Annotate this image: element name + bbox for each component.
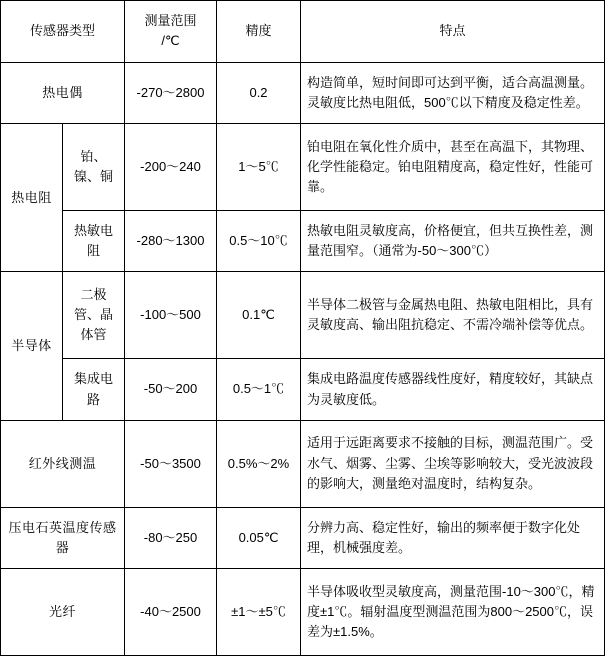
cell-sensor-type: 红外线测温 [1,420,125,507]
table-row [1,124,605,211]
table-row [1,420,605,507]
cell-accuracy: 0.5%～2% [217,420,301,507]
cell-features: 热敏电阻灵敏度高，价格便宜，但共互换性差，测量范围窄。（通常为-50～300℃） [301,210,605,272]
header-measuring-range-line1: 测量范围 [144,13,197,29]
header-measuring-range-line2: /℃ [161,33,180,49]
cell-range: -200～240 [125,124,217,211]
cell-features: 构造简单，短时间即可达到平衡，适合高温测量。灵敏度比热电阻低，500℃以下精度及稳定性差。 [301,62,605,124]
cell-sensor-subtype: 铂、镍、铜 [63,124,125,211]
cell-accuracy: 0.1℃ [217,272,301,359]
cell-range: -100～500 [125,272,217,359]
cell-sensor-type: 压电石英温度传感器 [1,507,125,569]
cell-range: -270～2800 [125,62,217,124]
cell-accuracy: 0.2 [217,62,301,124]
cell-sensor-type: 热电偶 [1,62,125,124]
cell-accuracy: 0.05℃ [217,507,301,569]
header-accuracy: 精度 [217,1,301,63]
table-row [1,507,605,569]
cell-features: 适用于远距离要求不接触的目标，测温范围广。受水气、烟雾、尘雾、尘埃等影响较大，受光波波段的影响大，测量绝对温度时，结构复杂。 [301,420,605,507]
table-header-row [1,1,605,63]
table-row [1,272,605,359]
table-row [1,210,605,272]
cell-accuracy: 1～5℃ [217,124,301,211]
table-row [1,359,605,421]
cell-accuracy: 0.5～1℃ [217,359,301,421]
cell-features: 半导体二极管与金属热电阻、热敏电阻相比，具有灵敏度高、输出阻抗稳定、不需冷端补偿等优点。 [301,272,605,359]
table-row [1,62,605,124]
table-row [1,569,605,656]
cell-range: -50～200 [125,359,217,421]
cell-sensor-type: 热电阻 [1,124,63,272]
cell-sensor-subtype: 二极管、晶体管 [63,272,125,359]
header-measuring-range [125,1,217,63]
cell-features: 半导体吸收型灵敏度高，测量范围-10～300℃，精度±1℃。辐射温度型测温范围为800～2500℃，误差为±1.5%。 [301,569,605,656]
cell-sensor-subtype: 热敏电阻 [63,210,125,272]
cell-range: -40～2500 [125,569,217,656]
cell-features: 分辨力高、稳定性好，输出的频率便于数字化处理，机械强度差。 [301,507,605,569]
cell-accuracy: ±1～±5℃ [217,569,301,656]
cell-range: -280～1300 [125,210,217,272]
cell-sensor-subtype: 集成电路 [63,359,125,421]
header-features: 特点 [301,1,605,63]
cell-features: 铂电阻在氧化性介质中，甚至在高温下，其物理、化学性能稳定。铂电阻精度高，稳定性好，性能可靠。 [301,124,605,211]
cell-sensor-type: 半导体 [1,272,63,420]
cell-sensor-type: 光纤 [1,569,125,656]
cell-range: -80～250 [125,507,217,569]
cell-range: -50～3500 [125,420,217,507]
cell-features: 集成电路温度传感器线性度好，精度较好，其缺点为灵敏度低。 [301,359,605,421]
cell-accuracy: 0.5～10℃ [217,210,301,272]
header-sensor-type: 传感器类型 [1,1,125,63]
